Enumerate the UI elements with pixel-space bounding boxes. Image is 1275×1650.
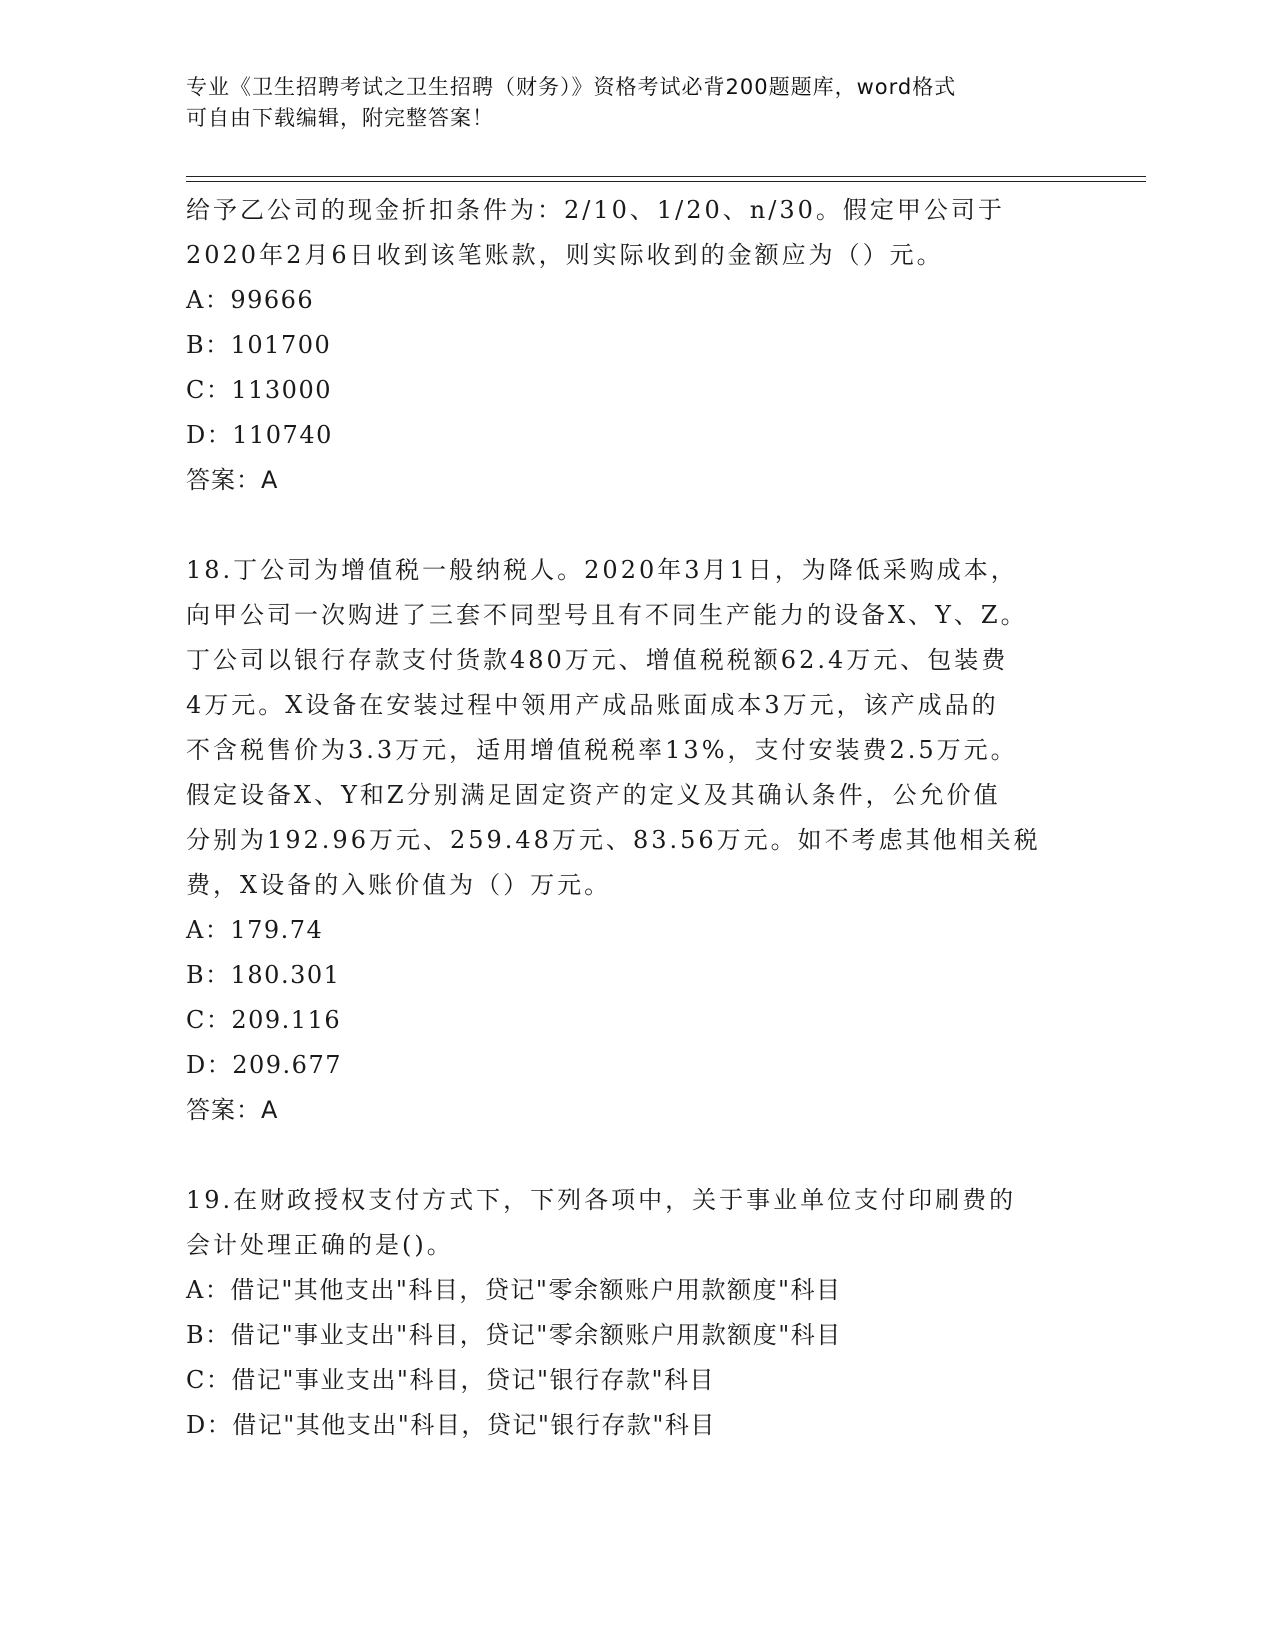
option-d: D：借记"其他支出"科目，贷记"银行存款"科目 (186, 1411, 716, 1439)
option-c: C：113000 (186, 376, 332, 404)
option-b: B：101700 (186, 331, 332, 359)
option-d: D：110740 (186, 421, 333, 449)
option-a: A：99666 (186, 286, 315, 314)
answer-line: 答案：A (186, 466, 279, 494)
document-body (186, 188, 1066, 1448)
answer-line: 答案：A (186, 1096, 279, 1124)
header-divider-bottom (186, 181, 1146, 182)
header-divider-top (186, 176, 1146, 177)
option-c: C：209.116 (186, 1006, 342, 1034)
option-b: B：180.301 (186, 961, 341, 989)
question-text-line: 18.丁公司为增值税一般纳税人。2020年3月1日，为降低采购成本， (186, 556, 1018, 584)
question-text-line: 会计处理正确的是()。 (186, 1231, 454, 1259)
section-spacer (186, 503, 1066, 548)
question-text-line: 19.在财政授权支付方式下，下列各项中，关于事业单位支付印刷费的 (186, 1186, 1017, 1214)
question-text-line: 丁公司以银行存款支付货款480万元、增值税税额62.4万元、包装费 (186, 646, 1009, 674)
question-18 (186, 548, 1066, 1133)
question-text-line: 4万元。X设备在安装过程中领用产成品账面成本3万元，该产成品的 (186, 691, 999, 719)
section-spacer (186, 1133, 1066, 1178)
question-text-line: 不含税售价为3.3万元，适用增值税税率13%，支付安装费2.5万元。 (186, 736, 1018, 764)
option-d: D：209.677 (186, 1051, 342, 1079)
question-text-line: 给予乙公司的现金折扣条件为：2/10、1/20、n/30。假定甲公司于 (186, 196, 1005, 224)
question-text-line: 假定设备X、Y和Z分别满足固定资产的定义及其确认条件，公允价值 (186, 781, 1001, 809)
header-title-line-1: 专业《卫生招聘考试之卫生招聘（财务）》资格考试必背200题题库，word格式 (186, 75, 957, 99)
question-text-line: 费，X设备的入账价值为（）万元。 (186, 871, 612, 899)
option-b: B：借记"事业支出"科目，贷记"零余额账户用款额度"科目 (186, 1321, 842, 1349)
question-text-line: 2020年2月6日收到该笔账款，则实际收到的金额应为（）元。 (186, 241, 944, 269)
page-header (186, 72, 1066, 134)
header-title-line-2: 可自由下载编辑，附完整答案！ (186, 106, 494, 130)
question-17 (186, 188, 1066, 503)
option-c: C：借记"事业支出"科目，贷记"银行存款"科目 (186, 1366, 716, 1394)
option-a: A：179.74 (186, 916, 324, 944)
question-text-line: 向甲公司一次购进了三套不同型号且有不同生产能力的设备X、Y、Z。 (186, 601, 1028, 629)
question-19 (186, 1178, 1066, 1448)
option-a: A：借记"其他支出"科目，贷记"零余额账户用款额度"科目 (186, 1276, 842, 1304)
question-text-line: 分别为192.96万元、259.48万元、83.56万元。如不考虑其他相关税 (186, 826, 1041, 854)
